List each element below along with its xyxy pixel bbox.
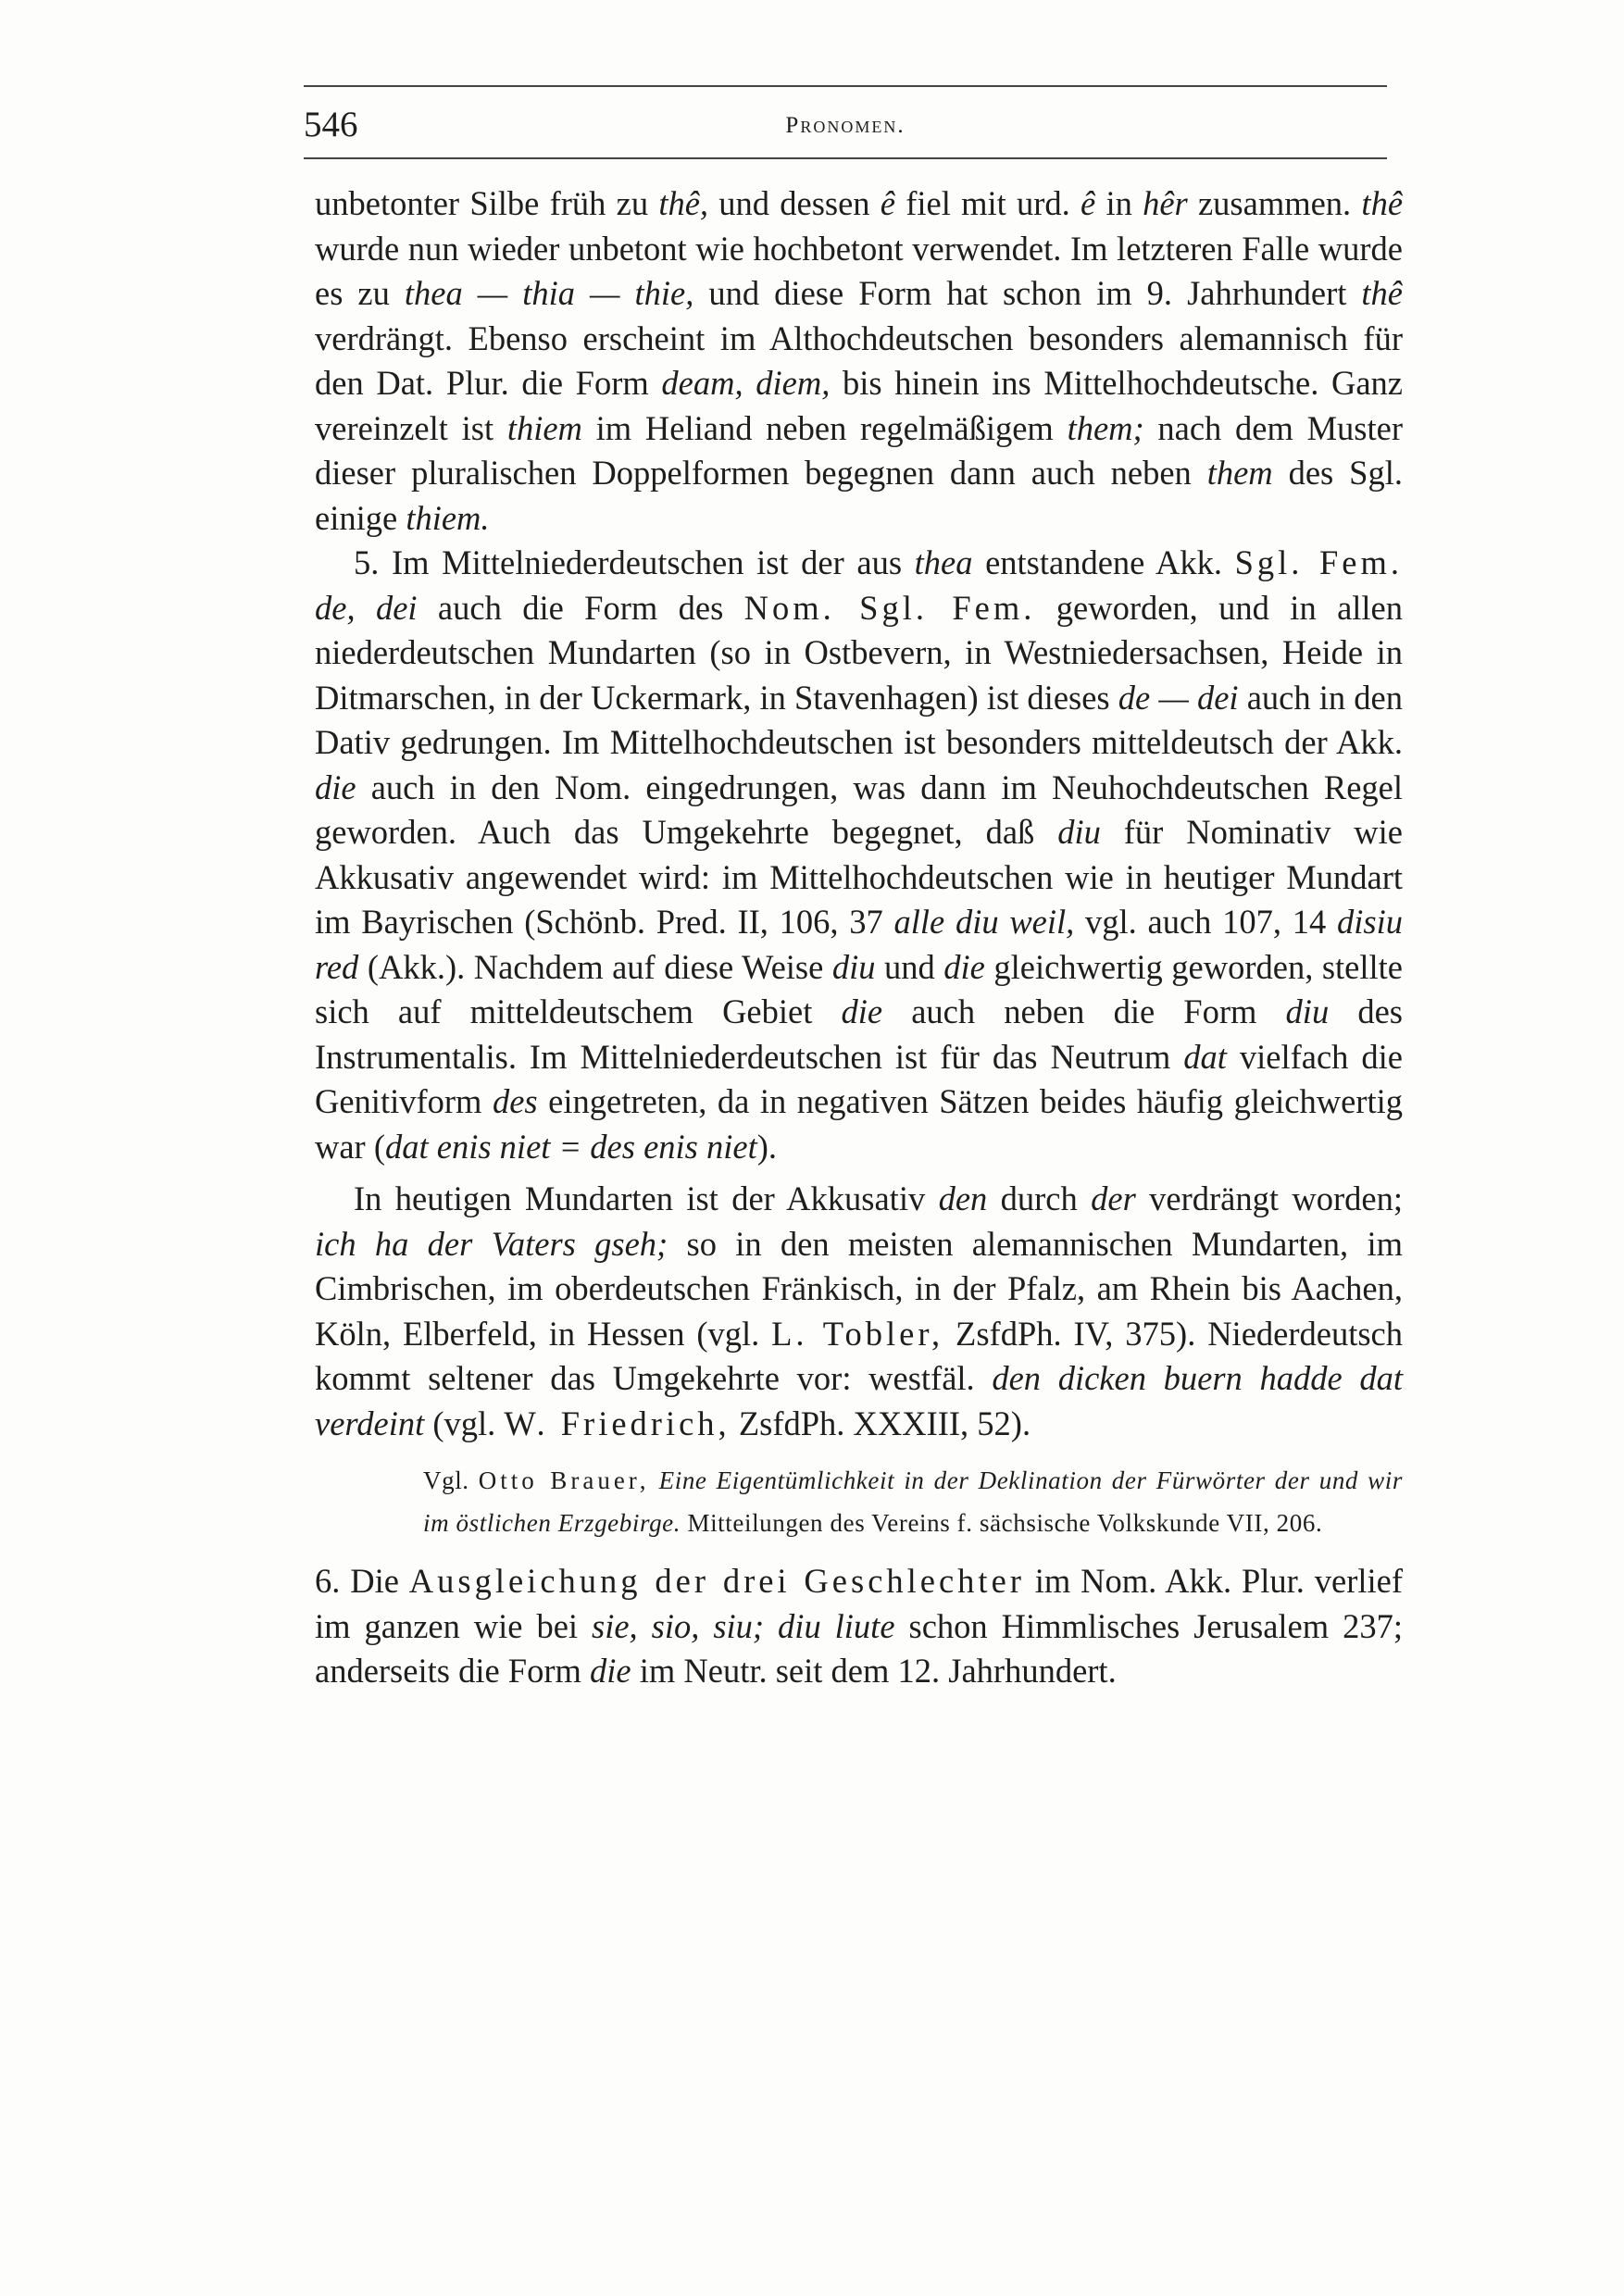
header-rule [304, 157, 1387, 159]
paragraph-4: 6. Die Ausgleichung der drei Geschlechter im Nom. Akk. Plur. verlief im ganzen wie bei sie, sio, siu; diu liute schon Himmlisches Jerusalem 237; anderseits die Form die im Neutr. seit dem 12. Jahrhundert. [315, 1562, 1404, 1690]
bibliographic-note: Vgl. Otto Brauer, Eine Eigentümlichkeit in der Deklination der Fürwörter der und wir im östlichen Erzgebirge. Mitteilungen des Vereins f. sächsische Volkskunde VII, 206. [423, 1466, 1403, 1537]
paragraph-3: In heutigen Mundarten ist der Akkusativ den durch der verdrängt worden; ich ha der Vaters gseh; so in den meisten alemannischen Mundarten, im Cimbrischen, im oberdeutschen Fränkisch, in der Pfalz, am Rhein bis Aachen, Köln, Elberfeld, in Hessen (vgl. L. Tobler, ZsfdPh. IV, 375). Niederdeutsch kommt seltener das Umgekehrte vor: westfäl. den dicken buern hadde dat verdeint (vgl. W. Friedrich, ZsfdPh. XXXIII, 52). [315, 1179, 1403, 1442]
running-title: Pronomen. [785, 113, 906, 138]
paragraph-1: unbetonter Silbe früh zu thê, und dessen ê fiel mit urd. ê in hêr zusammen. thê wurde nun wieder unbetont wie hochbetont verwendet. Im letzteren Falle wurde es zu thea — thia — thie, und diese Form hat schon im 9. Jahrhundert thê verdrängt. Ebenso erscheint im Althochdeutschen besonders alemannisch für den Dat. Plur. die Form deam, diem, bis hinein ins Mittelhochdeutsche. Ganz vereinzelt ist thiem im Heliand neben regelmäßigem them; nach dem Muster dieser pluralischen Doppelformen begegnen dann auch neben them des Sgl. einige thiem. [315, 184, 1404, 537]
page-number: 546 [304, 105, 358, 144]
paragraph-2: 5. Im Mittelniederdeutschen ist der aus thea entstandene Akk. Sgl. Fem. de, dei auch die Form des Nom. Sgl. Fem. geworden, und in allen niederdeutschen Mundarten (so in Ostbevern, in Westniedersachsen, Heide in Ditmarschen, in der Uckermark, in Stavenhagen) ist dieses de — dei auch in den Dativ gedrungen. Im Mittelhochdeutschen ist besonders mitteldeutsch der Akk. die auch in den Nom. eingedrungen, was dann im Neuhochdeutschen Regel geworden. Auch das Umgekehrte begegnet, daß diu für Nominativ wie Akkusativ angewendet wird: im Mittelhochdeutschen wie in heutiger Mundart im Bayrischen (Schönb. Pred. II, 106, 37 alle diu weil, vgl. auch 107, 14 disiu red (Akk.). Nachdem auf diese Weise diu und die gleichwertig geworden, stellte sich auf mitteldeutschem Gebiet die auch neben die Form diu des Instrumentalis. Im Mittelniederdeutschen ist für das Neutrum dat vielfach die Genitivform des eingetreten, da in negativen Sätzen beides häufig gleichwertig war (dat enis niet = des enis niet). [315, 543, 1404, 1166]
top-rule [304, 85, 1387, 87]
page-header [304, 104, 1387, 148]
body-text [315, 181, 1403, 1694]
